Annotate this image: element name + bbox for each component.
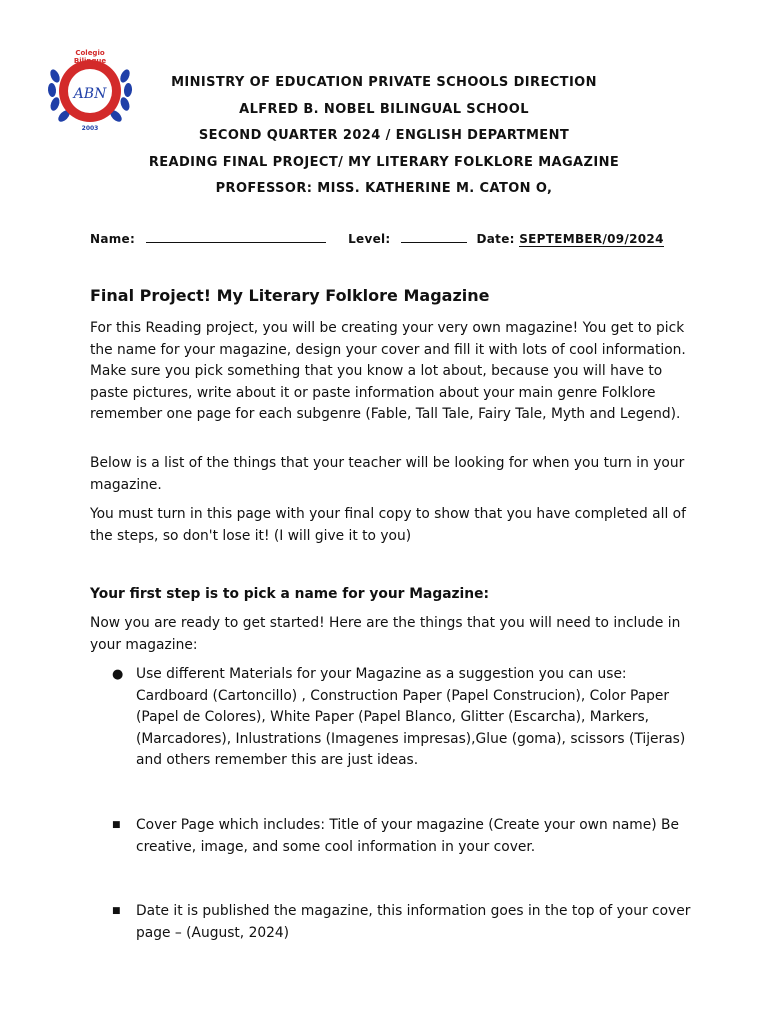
logo-bilingue: Bilingue xyxy=(73,57,107,65)
first-step-heading: Your first step is to pick a name for your Magazine: xyxy=(90,586,489,602)
bullet-dot-icon: ● xyxy=(112,667,124,682)
name-blank[interactable] xyxy=(146,231,326,243)
name-label: Name: xyxy=(90,232,136,246)
logo-colegio: Colegio xyxy=(75,49,105,57)
bullet-square-icon: ■ xyxy=(112,906,121,916)
date-value: SEPTEMBER/09/2024 xyxy=(519,232,664,246)
page-title: Final Project! My Literary Folklore Magazine xyxy=(90,286,490,305)
date-label: Date: xyxy=(476,232,515,246)
teacher-list-paragraph: Below is a list of the things that your teacher will be looking for when you turn in your magazine. xyxy=(90,455,685,493)
date-published-bullet: Date it is published the magazine, this information goes in the top of your cover page – (August, 2024) xyxy=(136,903,691,941)
get-started-paragraph: Now you are ready to get started! Here are the things that you will need to include in your magazine: xyxy=(90,615,681,653)
intro-paragraph: For this Reading project, you will be creating your very own magazine! You get to pick the name for your magazine, design your cover and fill it with lots of cool information. Make sure you pick something that you know a lot about, because you will have to paste pictures, write about it or paste information about your main genre Folklore remember one page for each subgenre (Fable, Tall Tale, Fairy Tale, Myth and Legend). xyxy=(90,320,686,422)
header-professor: PROFESSOR: MISS. KATHERINE M. CATON O, xyxy=(215,181,553,196)
logo-year: 2003 xyxy=(81,125,99,132)
level-blank[interactable] xyxy=(401,231,467,243)
cover-page-bullet: Cover Page which includes: Title of your magazine (Create your own name) Be creative, image, and some cool information in your cover. xyxy=(136,817,679,855)
header-quarter: SECOND QUARTER 2024 / ENGLISH DEPARTMENT xyxy=(198,128,570,143)
level-label: Level: xyxy=(348,232,391,246)
header-ministry: MINISTRY OF EDUCATION PRIVATE SCHOOLS DIRECTION xyxy=(171,75,597,90)
materials-bullet: Use different Materials for your Magazine as a suggestion you can use: Cardboard (Cartoncillo) , Construction Paper (Papel Construcion), Color Paper (Papel de Colores), White Paper (Papel Blanco, Glitter (Escarcha), Markers, (Marcadores), Inlustrations (Imagenes impresas),Glue (goma), scissors (Tijeras) and others remember this are just ideas. xyxy=(136,666,686,768)
logo-initials: ABN xyxy=(73,86,107,102)
header-project: READING FINAL PROJECT/ MY LITERARY FOLKLORE MAGAZINE xyxy=(148,154,620,170)
header-school: ALFRED B. NOBEL BILINGUAL SCHOOL xyxy=(239,101,529,117)
turn-in-paragraph: You must turn in this page with your final copy to show that you have completed all of the steps, so don't lose it! (I will give it to you) xyxy=(90,506,686,544)
bullet-square-icon: ■ xyxy=(112,820,121,830)
student-fields xyxy=(90,231,680,246)
document-header xyxy=(0,70,768,203)
